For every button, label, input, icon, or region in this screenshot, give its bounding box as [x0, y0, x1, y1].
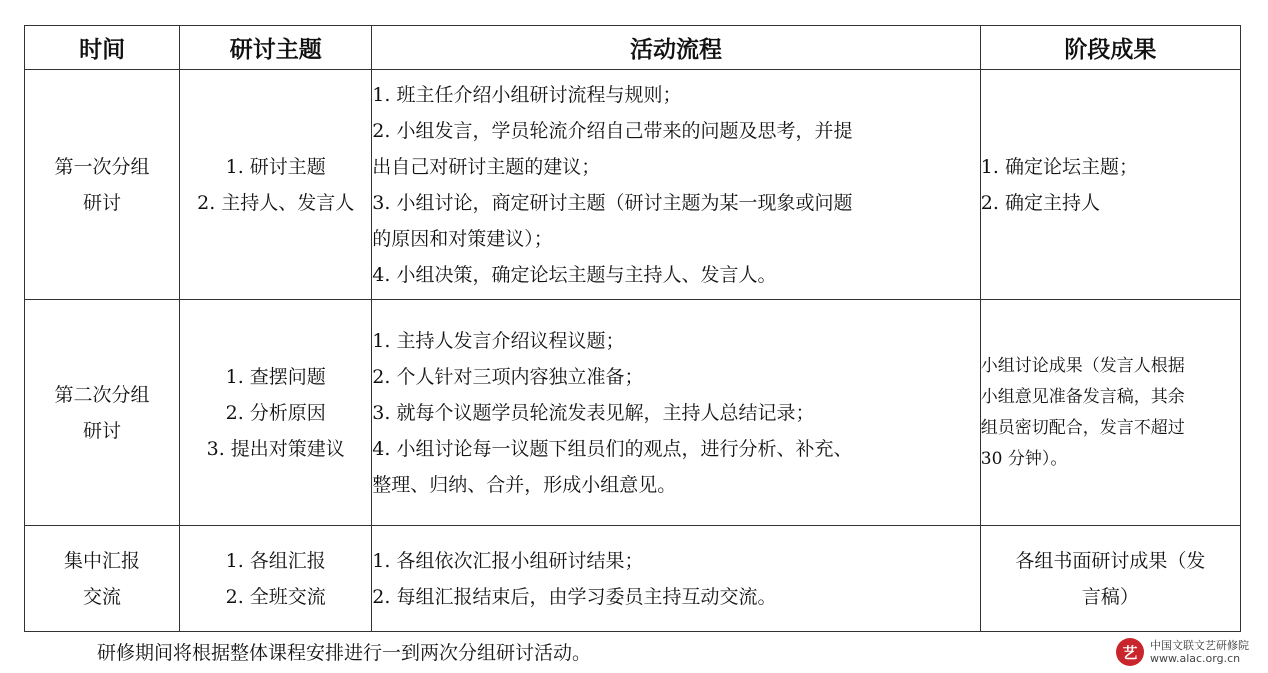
table-row: [25, 70, 1241, 300]
process-line: 2. 个人针对三项内容独立准备；: [372, 365, 644, 388]
process-line: 的原因和对策建议）；: [372, 227, 553, 250]
process-line: 1. 各组依次汇报小组研讨结果；: [372, 549, 644, 572]
table-row: [25, 300, 1241, 526]
header-process: 活动流程: [372, 26, 981, 70]
process-line: 1. 主持人发言介绍议程议题；: [372, 329, 625, 352]
header-result: 阶段成果: [980, 26, 1240, 70]
process-line: 1. 班主任介绍小组研讨流程与规则；: [372, 83, 682, 106]
topic-line: 2. 全班交流: [225, 585, 326, 608]
watermark: [1116, 638, 1249, 666]
result-cell: [980, 70, 1240, 300]
topic-line: 2. 主持人、发言人: [197, 191, 355, 214]
result-line: 各组书面研讨成果（发: [1015, 549, 1206, 572]
time-line: 研讨: [83, 419, 122, 442]
process-cell: [372, 526, 981, 632]
time-line: 集中汇报: [64, 549, 141, 572]
topic-cell: [180, 300, 372, 526]
result-line: 言稿）: [1081, 585, 1139, 608]
process-line: 出自己对研讨主题的建议；: [372, 155, 601, 178]
watermark-url: www.alac.org.cn: [1150, 652, 1241, 665]
topic-line: 1. 查摆问题: [225, 365, 326, 388]
topic-cell: [180, 526, 372, 632]
process-line: 3. 小组讨论，商定研讨主题（研讨主题为某一现象或问题: [372, 191, 853, 214]
result-cell: [980, 300, 1240, 526]
time-line: 第一次分组: [54, 155, 150, 178]
result-line: 2. 确定主持人: [980, 191, 1100, 214]
process-line: 4. 小组讨论每一议题下组员们的观点，进行分析、补充、: [372, 437, 853, 460]
result-line: 小组意见准备发言稿，其余: [980, 386, 1185, 407]
result-line: 组员密切配合，发言不超过: [980, 417, 1185, 438]
process-line: 4. 小组决策，确定论坛主题与主持人、发言人。: [372, 263, 777, 286]
header-row: [25, 26, 1241, 70]
topic-line: 3. 提出对策建议: [206, 437, 345, 460]
schedule-table: [24, 25, 1241, 632]
time-line: 第二次分组: [54, 383, 150, 406]
result-line: 30 分钟）。: [980, 448, 1068, 469]
time-line: 交流: [83, 585, 122, 608]
process-line: 整理、归纳、合并，形成小组意见。: [372, 473, 677, 496]
time-cell: [25, 300, 180, 526]
topic-line: 1. 各组汇报: [225, 549, 326, 572]
time-cell: [25, 70, 180, 300]
process-cell: [372, 300, 981, 526]
result-line: 小组讨论成果（发言人根据: [980, 355, 1185, 376]
result-cell: [980, 526, 1240, 632]
header-time: 时间: [25, 26, 180, 70]
result-line: 1. 确定论坛主题；: [980, 155, 1138, 178]
process-line: 2. 小组发言，学员轮流介绍自己带来的问题及思考，并提: [372, 119, 853, 142]
process-line: 3. 就每个议题学员轮流发表见解，主持人总结记录；: [372, 401, 815, 424]
header-topic: 研讨主题: [180, 26, 372, 70]
footnote: 研修期间将根据整体课程安排进行一到两次分组研讨活动。: [97, 642, 592, 664]
seal-logo-icon: 艺: [1116, 638, 1144, 666]
topic-cell: [180, 70, 372, 300]
process-line: 2. 每组汇报结束后，由学习委员主持互动交流。: [372, 585, 777, 608]
watermark-text: [1150, 639, 1249, 665]
topic-line: 1. 研讨主题: [225, 155, 326, 178]
watermark-name: 中国文联文艺研修院: [1150, 639, 1249, 652]
table-row: [25, 526, 1241, 632]
topic-line: 2. 分析原因: [225, 401, 326, 424]
time-line: 研讨: [83, 191, 122, 214]
process-cell: [372, 70, 981, 300]
time-cell: [25, 526, 180, 632]
